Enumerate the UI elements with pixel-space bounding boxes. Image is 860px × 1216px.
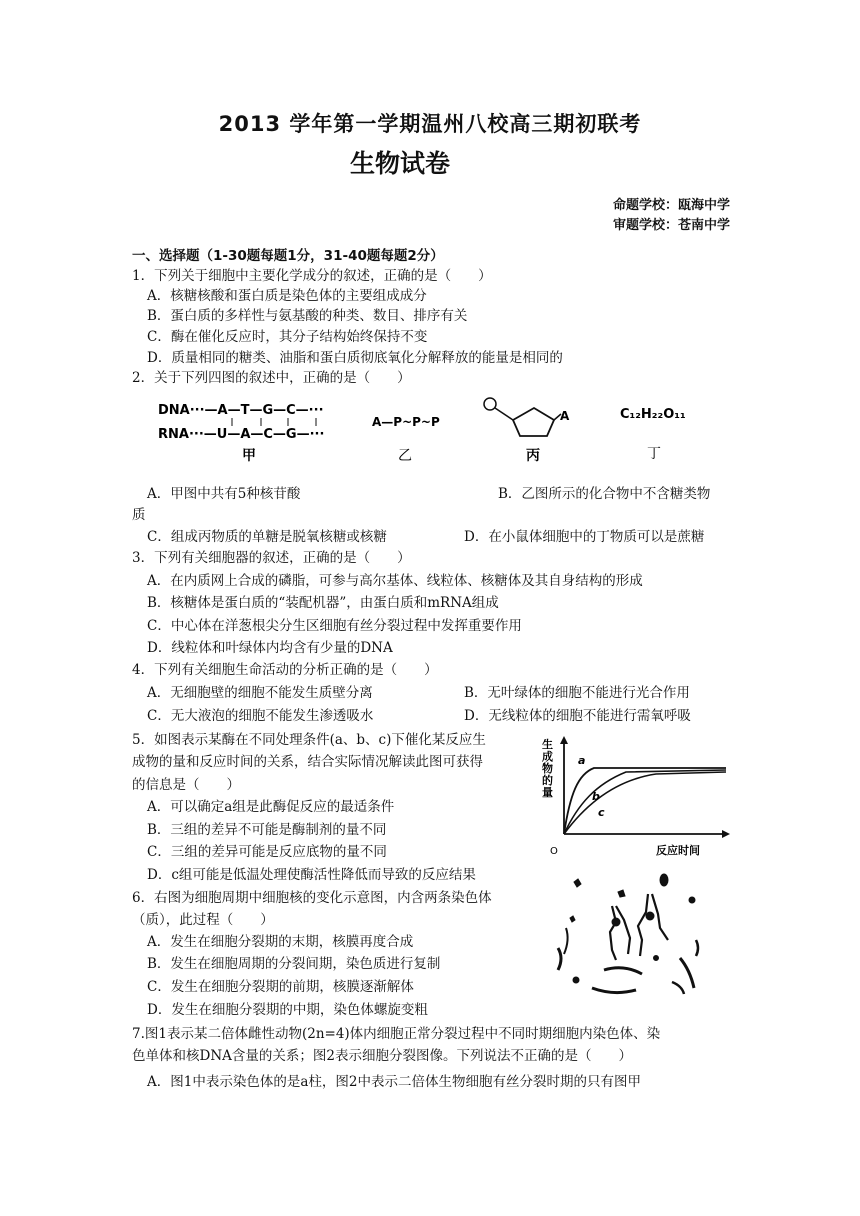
graph-ylabel-5: 量: [542, 786, 553, 799]
fig-sugar-formula: C₁₂H₂₂O₁₁: [620, 407, 686, 422]
q5-option-b: B．三组的差异不可能是酶制剂的量不同: [147, 822, 387, 838]
q2-option-d: D．在小鼠体细胞中的丁物质可以是蔗糖: [464, 529, 705, 545]
q5-option-c: C．三组的差异可能是反应底物的量不同: [147, 844, 387, 860]
q1-stem: 1．下列关于细胞中主要化学成分的叙述，正确的是（ ）: [132, 268, 492, 284]
q6-option-b: B．发生在细胞周期的分裂间期，染色质进行复制: [147, 956, 441, 972]
q4-stem: 4．下列有关细胞生命活动的分析正确的是（ ）: [132, 662, 438, 678]
curve-c-label: c: [598, 806, 605, 819]
q4-option-a: A．无细胞壁的细胞不能发生质壁分离: [147, 685, 373, 701]
exam-title: 2013 学年第一学期温州八校高三期初联考: [218, 112, 642, 136]
curve-a-label: a: [578, 754, 586, 767]
curve-b-label: b: [592, 790, 600, 803]
q2-stem: 2．关于下列四图的叙述中，正确的是（ ）: [132, 370, 411, 386]
q3-option-d: D．线粒体和叶绿体内均含有少量的DNA: [147, 640, 393, 656]
fig-label-bing: 丙: [526, 448, 540, 464]
q3-option-a: A．在内质网上合成的磷脂，可参与高尔基体、线粒体、核糖体及其自身结构的形成: [147, 573, 643, 589]
q6-stem-2: （质），此过程（ ）: [132, 912, 274, 928]
author-school: 命题学校：瓯海中学: [612, 198, 730, 213]
chromosome-1: [610, 906, 616, 960]
q1-option-b: B．蛋白质的多样性与氨基酸的种类、数目、排序有关: [147, 308, 468, 324]
q6-stem-1: 6．右图为细胞周期中细胞核的变化示意图，内含两条染色体: [132, 890, 492, 906]
q7-stem-2: 色单体和核DNA含量的关系；图2表示细胞分裂图像。下列说法不正确的是（ ）: [132, 1048, 632, 1064]
fig-rna-strand: RNA···—U—A—C—G—···: [158, 427, 325, 442]
q4-option-d: D．无线粒体的细胞不能进行需氧呼吸: [464, 708, 691, 724]
fig-dna-strand: DNA···—A—T—G—C—···: [158, 403, 324, 418]
graph-origin: O: [550, 846, 558, 857]
q5-graph: [536, 734, 736, 864]
fig-atp: A—P~P~P: [372, 415, 440, 429]
graph-ylabel-2: 成: [542, 750, 553, 763]
q5-option-a: A．可以确定a组是此酶促反应的最适条件: [147, 799, 395, 815]
q7-stem-1: 7.图1表示某二倍体雌性动物(2n=4)体内细胞正常分裂过程中不同时期细胞内染色体、染: [132, 1026, 661, 1042]
q6-nucleus-figure: [552, 870, 712, 1010]
fig-base-label: A: [560, 409, 570, 423]
q2-option-a: A．甲图中共有5种核苷酸: [147, 486, 301, 502]
q2-option-b-cont: 质: [132, 507, 146, 523]
fig-label-ding: 丁: [647, 446, 661, 462]
curve-c: [564, 772, 726, 834]
q1-option-a: A．核糖核酸和蛋白质是染色体的主要组成成分: [147, 288, 427, 304]
section-heading: 一、选择题（1-30题每题1分，31-40题每题2分）: [132, 248, 444, 264]
q6-option-d: D．发生在细胞分裂期的中期，染色体螺旋变粗: [147, 1002, 428, 1018]
fig-label-jia: 甲: [242, 448, 256, 464]
review-school: 审题学校：苍南中学: [612, 218, 730, 233]
exam-subtitle: 生物试卷: [349, 149, 450, 178]
chromosome-2: [638, 894, 648, 956]
q1-option-c: C．酶在催化反应时，其分子结构始终保持不变: [147, 329, 428, 345]
q1-option-d: D．质量相同的糖类、油脂和蛋白质彻底氧化分解释放的能量是相同的: [147, 350, 563, 366]
q4-option-b: B．无叶绿体的细胞不能进行光合作用: [464, 685, 690, 701]
q3-option-b: B．核糖体是蛋白质的“装配机器”，由蛋白质和mRNA组成: [147, 595, 499, 611]
q5-stem-1: 5．如图表示某酶在不同处理条件(a、b、c)下催化某反应生: [132, 732, 486, 748]
q3-stem: 3．下列有关细胞器的叙述，正确的是（ ）: [132, 550, 411, 566]
q2-figures: [150, 392, 710, 472]
graph-ylabel-4: 的: [542, 774, 553, 787]
q7-option-a: A．图1中表示染色体的是a柱，图2中表示二倍体生物细胞有丝分裂时期的只有图甲: [147, 1074, 641, 1090]
pentose-ring: [513, 408, 554, 436]
q2-option-b: B．乙图所示的化合物中不含糖类物: [498, 486, 711, 502]
q3-option-c: C．中心体在洋葱根尖分生区细胞有丝分裂过程中发挥重要作用: [147, 618, 522, 634]
q5-option-d: D．c组可能是低温处理使酶活性降低而导致的反应结果: [147, 867, 476, 883]
curve-b: [564, 770, 726, 834]
fig-label-yi: 乙: [398, 448, 412, 464]
q2-option-c: C．组成丙物质的单糖是脱氧核糖或核糖: [147, 529, 387, 545]
graph-ylabel-1: 生: [542, 738, 553, 751]
q6-option-a: A．发生在细胞分裂期的末期，核膜再度合成: [147, 934, 414, 950]
graph-xlabel: 反应时间: [656, 844, 700, 857]
graph-ylabel-3: 物: [542, 762, 553, 775]
q6-option-c: C．发生在细胞分裂期的前期，核膜逐渐解体: [147, 979, 414, 995]
q5-stem-2: 成物的量和反应时间的关系，结合实际情况解读此图可获得: [132, 754, 483, 770]
q4-option-c: C．无大液泡的细胞不能发生渗透吸水: [147, 708, 374, 724]
curve-a: [564, 768, 726, 834]
q5-stem-3: 的信息是（ ）: [132, 777, 240, 793]
